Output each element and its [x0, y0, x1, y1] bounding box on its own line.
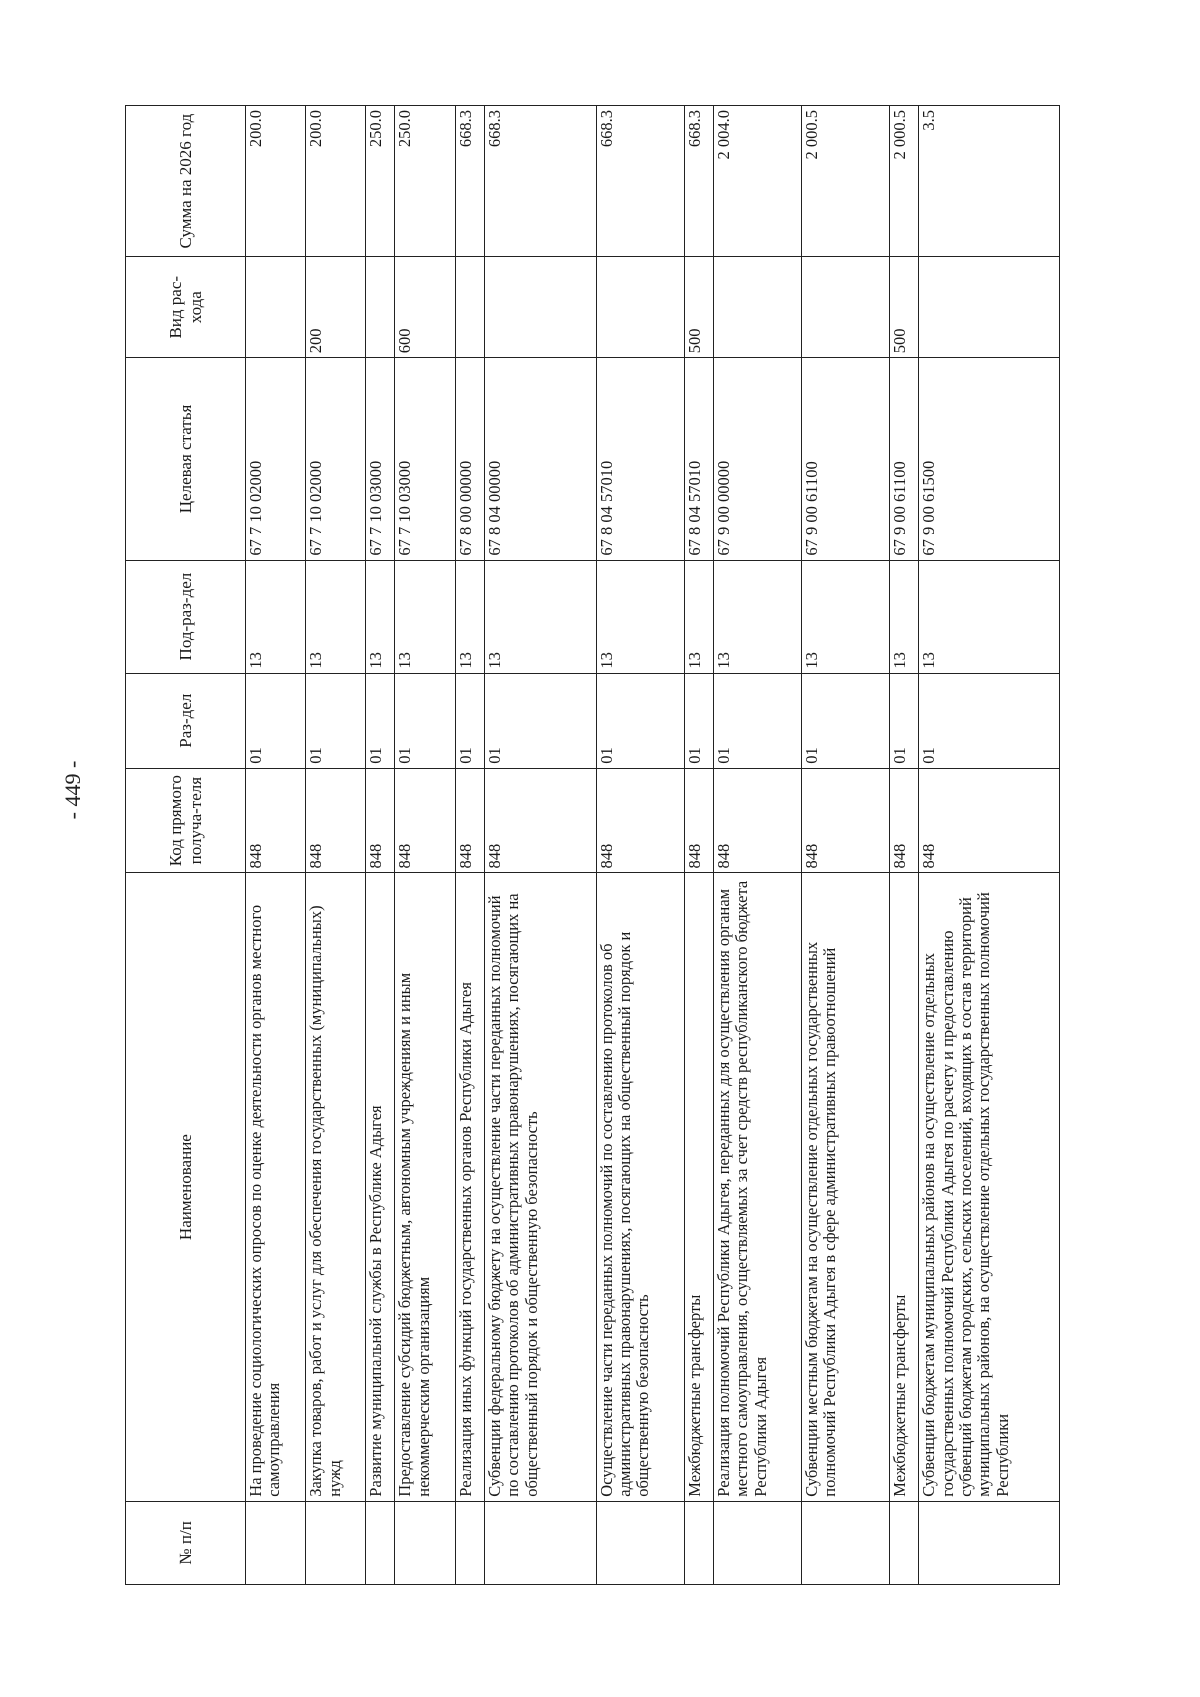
cell-vid	[801, 257, 889, 358]
cell-vid	[919, 257, 1060, 358]
cell-num	[801, 1501, 889, 1584]
header-razdel: Раз-дел	[126, 673, 246, 768]
table-header	[126, 106, 246, 1585]
cell-vid	[366, 257, 395, 358]
cell-num	[596, 1501, 684, 1584]
cell-podrazdel: 13	[713, 560, 801, 673]
cell-razdel: 01	[366, 673, 395, 768]
cell-podrazdel: 13	[484, 560, 596, 673]
cell-summa: 200.0	[246, 106, 306, 257]
cell-podrazdel: 13	[919, 560, 1060, 673]
cell-vid: 600	[395, 257, 455, 358]
cell-podrazdel: 13	[306, 560, 366, 673]
cell-razdel: 01	[246, 673, 306, 768]
cell-num	[890, 1501, 919, 1584]
cell-celevaya: 67 8 04 00000	[484, 358, 596, 560]
cell-razdel: 01	[455, 673, 484, 768]
cell-vid: 500	[684, 257, 713, 358]
rotated-page-content	[125, 105, 1060, 1585]
header-celevaya: Целевая статья	[126, 358, 246, 560]
cell-celevaya: 67 9 00 61100	[801, 358, 889, 560]
table-row	[366, 106, 395, 1585]
cell-razdel: 01	[919, 673, 1060, 768]
cell-num	[366, 1501, 395, 1584]
table-row	[684, 106, 713, 1585]
cell-name: Предоставление субсидий бюджетным, автономным учреждениям и иным некоммерческим организациям	[395, 873, 455, 1501]
cell-name: Субвенции федеральному бюджету на осуществление части переданных полномочий по составлению протоколов об административных правонарушениях, посягающих на общественный порядок и общественную безопасность	[484, 873, 596, 1501]
cell-vid: 200	[306, 257, 366, 358]
cell-celevaya: 67 7 10 03000	[395, 358, 455, 560]
table-row	[395, 106, 455, 1585]
cell-kod: 848	[366, 768, 395, 873]
cell-vid: 500	[890, 257, 919, 358]
cell-celevaya: 67 9 00 00000	[713, 358, 801, 560]
cell-name: Межбюджетные трансферты	[684, 873, 713, 1501]
table-row	[890, 106, 919, 1585]
cell-name: Реализация полномочий Республики Адыгея, переданных для осуществления органам местного самоуправления, осуществляемых за счет средств республиканского бюджета Республики Адыгея	[713, 873, 801, 1501]
cell-kod: 848	[684, 768, 713, 873]
cell-name: Субвенции бюджетам муниципальных районов на осуществление отдельных государственных полномочий Республики Адыгея по расчету и предоставлению субвенций бюджетам городских, сельских поселений, входящих в состав территорий муниципальных районов, на осуществление отдельных государственных полномочий Республики	[919, 873, 1060, 1501]
table-row	[801, 106, 889, 1585]
cell-razdel: 01	[306, 673, 366, 768]
cell-summa: 668.3	[684, 106, 713, 257]
table-row	[484, 106, 596, 1585]
table-row	[455, 106, 484, 1585]
cell-name: На проведение социологических опросов по оценке деятельности органов местного самоуправления	[246, 873, 306, 1501]
cell-celevaya: 67 8 04 57010	[684, 358, 713, 560]
cell-vid	[246, 257, 306, 358]
cell-razdel: 01	[395, 673, 455, 768]
table-row	[919, 106, 1060, 1585]
cell-celevaya: 67 7 10 02000	[246, 358, 306, 560]
table-body	[246, 106, 1060, 1585]
cell-razdel: 01	[890, 673, 919, 768]
cell-num	[306, 1501, 366, 1584]
cell-name: Развитие муниципальной службы в Республике Адыгея	[366, 873, 395, 1501]
header-num: № п/п	[126, 1501, 246, 1584]
cell-podrazdel: 13	[596, 560, 684, 673]
cell-kod: 848	[801, 768, 889, 873]
cell-kod: 848	[596, 768, 684, 873]
cell-summa: 668.3	[484, 106, 596, 257]
cell-num	[246, 1501, 306, 1584]
cell-vid	[596, 257, 684, 358]
cell-kod: 848	[890, 768, 919, 873]
cell-num	[713, 1501, 801, 1584]
cell-summa: 2 000.5	[890, 106, 919, 257]
cell-num	[919, 1501, 1060, 1584]
cell-summa: 668.3	[596, 106, 684, 257]
table-row	[246, 106, 306, 1585]
header-vid: Вид рас-хода	[126, 257, 246, 358]
header-podrazdel: Под-раз-дел	[126, 560, 246, 673]
cell-name: Осуществление части переданных полномочий по составлению протоколов об административных правонарушениях, посягающих на общественный порядок и общественную безопасность	[596, 873, 684, 1501]
cell-name: Реализация иных функций государственных органов Республики Адыгея	[455, 873, 484, 1501]
table-row	[713, 106, 801, 1585]
cell-celevaya: 67 8 04 57010	[596, 358, 684, 560]
cell-num	[684, 1501, 713, 1584]
cell-num	[455, 1501, 484, 1584]
cell-summa: 3.5	[919, 106, 1060, 257]
cell-celevaya: 67 9 00 61500	[919, 358, 1060, 560]
header-name: Наименование	[126, 873, 246, 1501]
cell-summa: 2 004.0	[713, 106, 801, 257]
cell-kod: 848	[395, 768, 455, 873]
cell-podrazdel: 13	[395, 560, 455, 673]
page-number: - 449 -	[60, 760, 85, 820]
cell-kod: 848	[306, 768, 366, 873]
cell-vid	[484, 257, 596, 358]
cell-razdel: 01	[713, 673, 801, 768]
cell-kod: 848	[484, 768, 596, 873]
table-row	[306, 106, 366, 1585]
cell-podrazdel: 13	[455, 560, 484, 673]
cell-razdel: 01	[596, 673, 684, 768]
header-kod: Код прямого получа-теля	[126, 768, 246, 873]
cell-summa: 250.0	[395, 106, 455, 257]
budget-table	[125, 105, 1060, 1585]
cell-celevaya: 67 7 10 02000	[306, 358, 366, 560]
cell-name: Субвенции местным бюджетам на осуществление отдельных государственных полномочий Республики Адыгея в сфере административных правоотношений	[801, 873, 889, 1501]
cell-name: Межбюджетные трансферты	[890, 873, 919, 1501]
cell-kod: 848	[455, 768, 484, 873]
cell-podrazdel: 13	[890, 560, 919, 673]
cell-kod: 848	[713, 768, 801, 873]
cell-kod: 848	[246, 768, 306, 873]
cell-celevaya: 67 8 00 00000	[455, 358, 484, 560]
cell-podrazdel: 13	[801, 560, 889, 673]
cell-celevaya: 67 9 00 61100	[890, 358, 919, 560]
cell-razdel: 01	[801, 673, 889, 768]
cell-name: Закупка товаров, работ и услуг для обеспечения государственных (муниципальных) нужд	[306, 873, 366, 1501]
header-summa: Сумма на 2026 год	[126, 106, 246, 257]
cell-podrazdel: 13	[246, 560, 306, 673]
table-row	[596, 106, 684, 1585]
cell-razdel: 01	[484, 673, 596, 768]
cell-summa: 200.0	[306, 106, 366, 257]
cell-summa: 2 000.5	[801, 106, 889, 257]
cell-num	[395, 1501, 455, 1584]
cell-summa: 250.0	[366, 106, 395, 257]
cell-vid	[713, 257, 801, 358]
cell-summa: 668.3	[455, 106, 484, 257]
cell-podrazdel: 13	[366, 560, 395, 673]
cell-podrazdel: 13	[684, 560, 713, 673]
cell-razdel: 01	[684, 673, 713, 768]
cell-vid	[455, 257, 484, 358]
cell-celevaya: 67 7 10 03000	[366, 358, 395, 560]
cell-num	[484, 1501, 596, 1584]
cell-kod: 848	[919, 768, 1060, 873]
